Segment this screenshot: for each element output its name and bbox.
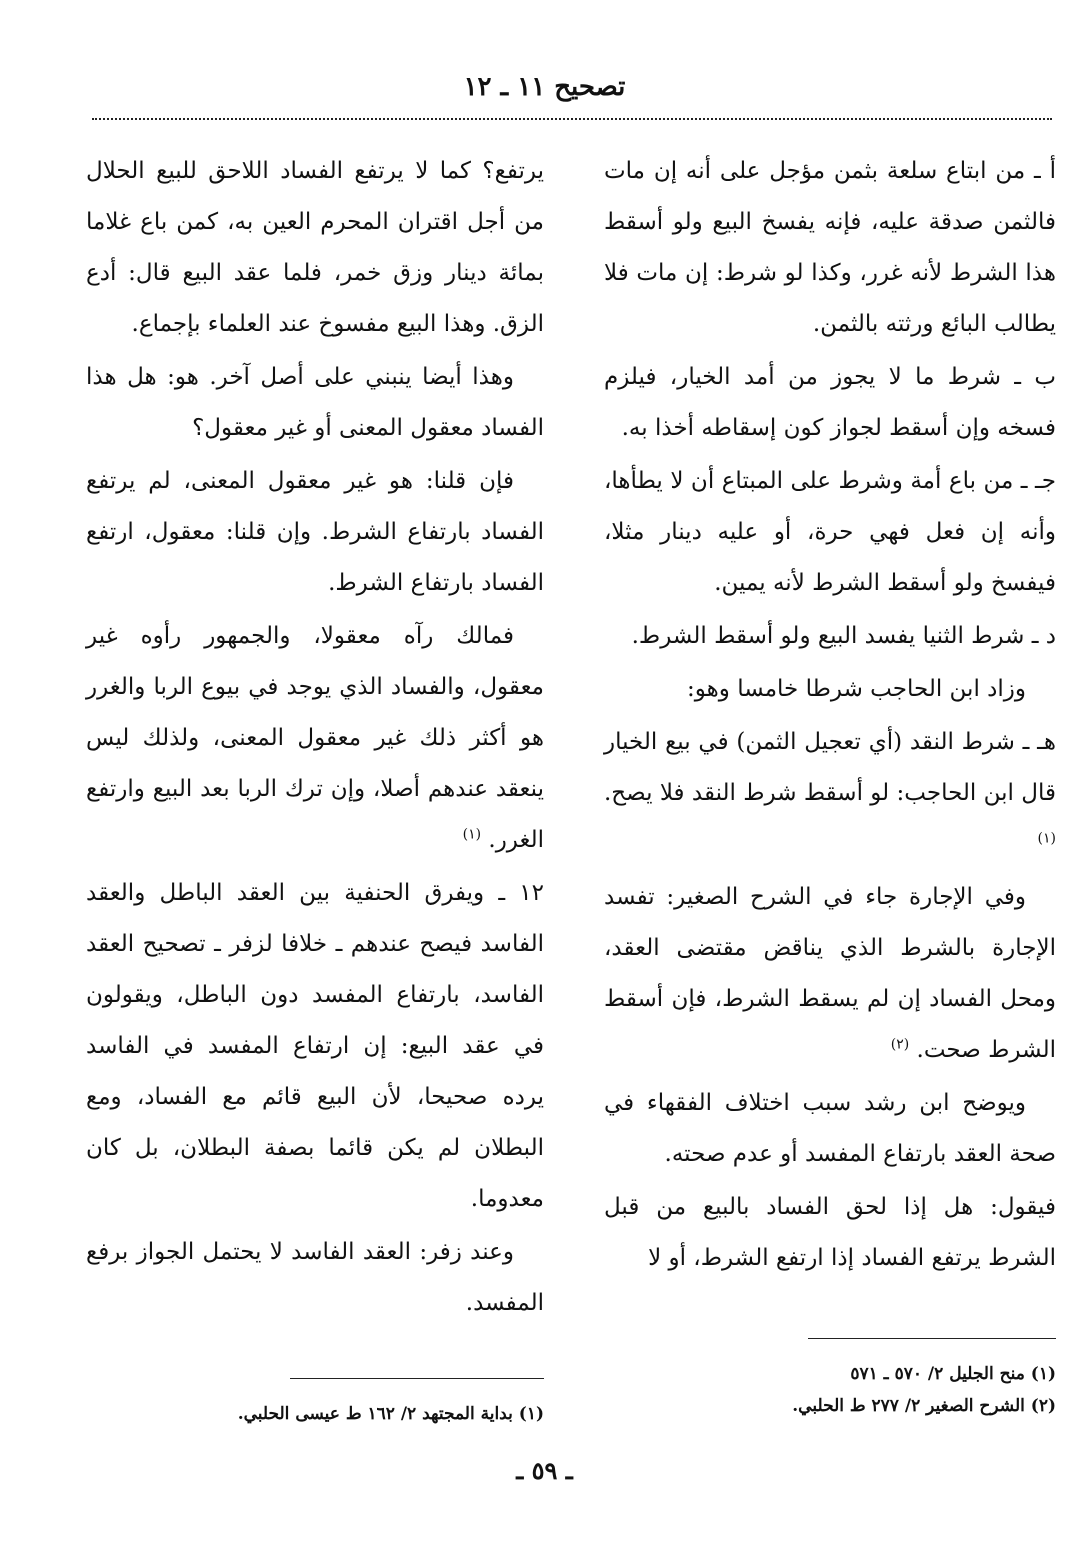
header-divider	[92, 118, 1052, 120]
paragraph: ويوضح ابن رشد سبب اختلاف الفقهاء في صحة العقد بارتفاع المفسد أو عدم صحته.	[604, 1090, 1056, 1167]
paragraph: ب ـ شرط ما لا يجوز من أمد الخيار، فيلزم فسخه وإن أسقط لجواز كون إسقاطه أخذا به.	[604, 364, 1056, 441]
paragraph: ١٢ ـ ويفرق الحنفية بين العقد الباطل والعقد الفاسد فيصح عندهم ـ خلافا لزفر ـ تصحيح العقد الفاسد، بارتفاع المفسد دون الباطل، ويقولون في عقد البيع: إن ارتفاع المفسد في الفاسد يرده صحيحا، لأن البيع قائم مع الفساد، ومع البطلان لم يكن قائما بصفة البطلان، بل كان معدوما.	[86, 880, 544, 1212]
page-header	[0, 72, 1089, 102]
footnote-divider	[290, 1378, 544, 1379]
page-title: تصحيح ١١ ـ ١٢	[463, 72, 626, 102]
paragraph: وعند زفر: العقد الفاسد لا يحتمل الجواز برفع المفسد.	[86, 1239, 544, 1316]
page-number: ـ ٥٩ ـ	[516, 1456, 573, 1485]
footnotes-right	[604, 1358, 1056, 1422]
paragraph: جـ ـ من باع أمة وشرط على المبتاع أن لا يطأها، وأنه إن فعل فهي حرة، أو عليه دينار مثلا، فيفسخ ولو أسقط الشرط لأنه يمين.	[604, 468, 1056, 596]
footnote-marker: (١)	[462, 826, 482, 843]
paragraph: هـ ـ شرط النقد (أي تعجيل الثمن) في بيع الخيار قال ابن الحاجب: لو أسقط شرط النقد فلا يصح. $^{(١)}$	[604, 729, 1056, 847]
right-column	[604, 146, 1056, 1286]
footnote-marker: (١)	[1037, 830, 1056, 847]
footnote-marker: (٢)	[890, 1036, 910, 1053]
paragraph: وفي الإجارة جاء في الشرح الصغير: تفسد الإجارة بالشرط الذي يناقض مقتضى العقد، ومحل الفساد إن لم يسقط الشرط، فإن أسقط الشرط صحت. $^{(٢)}$	[604, 884, 1056, 1063]
footnote-divider	[808, 1338, 1056, 1339]
paragraph: فمالك رآه معقولا، والجمهور رأوه غير معقول، والفساد الذي يوجد في بيوع الربا والغرر هو أكثر ذلك غير معقول المعنى، ولذلك ليس ينعقد عندهم أصلا، وإن ترك الربا بعد البيع وارتفع الغرر. $^{(١)}$	[86, 623, 544, 853]
footnote: (٢) الشرح الصغير ٢/ ٢٧٧ ط الحلبي.	[792, 1396, 1056, 1416]
footnotes-left	[86, 1398, 544, 1430]
left-column	[86, 146, 544, 1331]
paragraph: أ ـ من ابتاع سلعة بثمن مؤجل على أنه إن مات فالثمن صدقة عليه، فإنه يفسخ البيع ولو أسقط هذا الشرط لأنه غرر، وكذا لو شرط: إن مات فلا يطالب البائع ورثته بالثمن.	[604, 158, 1056, 337]
paragraph: فيقول: هل إذا لحق الفساد بالبيع من قبل الشرط يرتفع الفساد إذا ارتفع الشرط، أو لا	[604, 1194, 1056, 1271]
paragraph: وزاد ابن الحاجب شرطا خامسا وهو:	[687, 676, 1026, 702]
paragraph: يرتفع؟ كما لا يرتفع الفساد اللاحق للبيع الحلال من أجل اقتران المحرم العين به، كمن باع غلاما بمائة دينار وزق خمر، فلما عقد البيع قال: أدع الزق. وهذا البيع مفسوخ عند العلماء بإجماع.	[86, 158, 544, 337]
paragraph: وهذا أيضا ينبني على أصل آخر. هو: هل هذا الفساد معقول المعنى أو غير معقول؟	[86, 364, 544, 441]
footnote: (١) منح الجليل ٢/ ٥٧٠ ـ ٥٧١	[850, 1364, 1056, 1384]
paragraph: د ـ شرط الثنيا يفسد البيع ولو أسقط الشرط.	[631, 623, 1056, 649]
paragraph: فإن قلنا: هو غير معقول المعنى، لم يرتفع الفساد بارتفاع الشرط. وإن قلنا: معقول، ارتفع الفساد بارتفاع الشرط.	[86, 468, 544, 596]
footnote: (١) بداية المجتهد ٢/ ١٦٢ ط عيسى الحلبي.	[237, 1404, 544, 1424]
